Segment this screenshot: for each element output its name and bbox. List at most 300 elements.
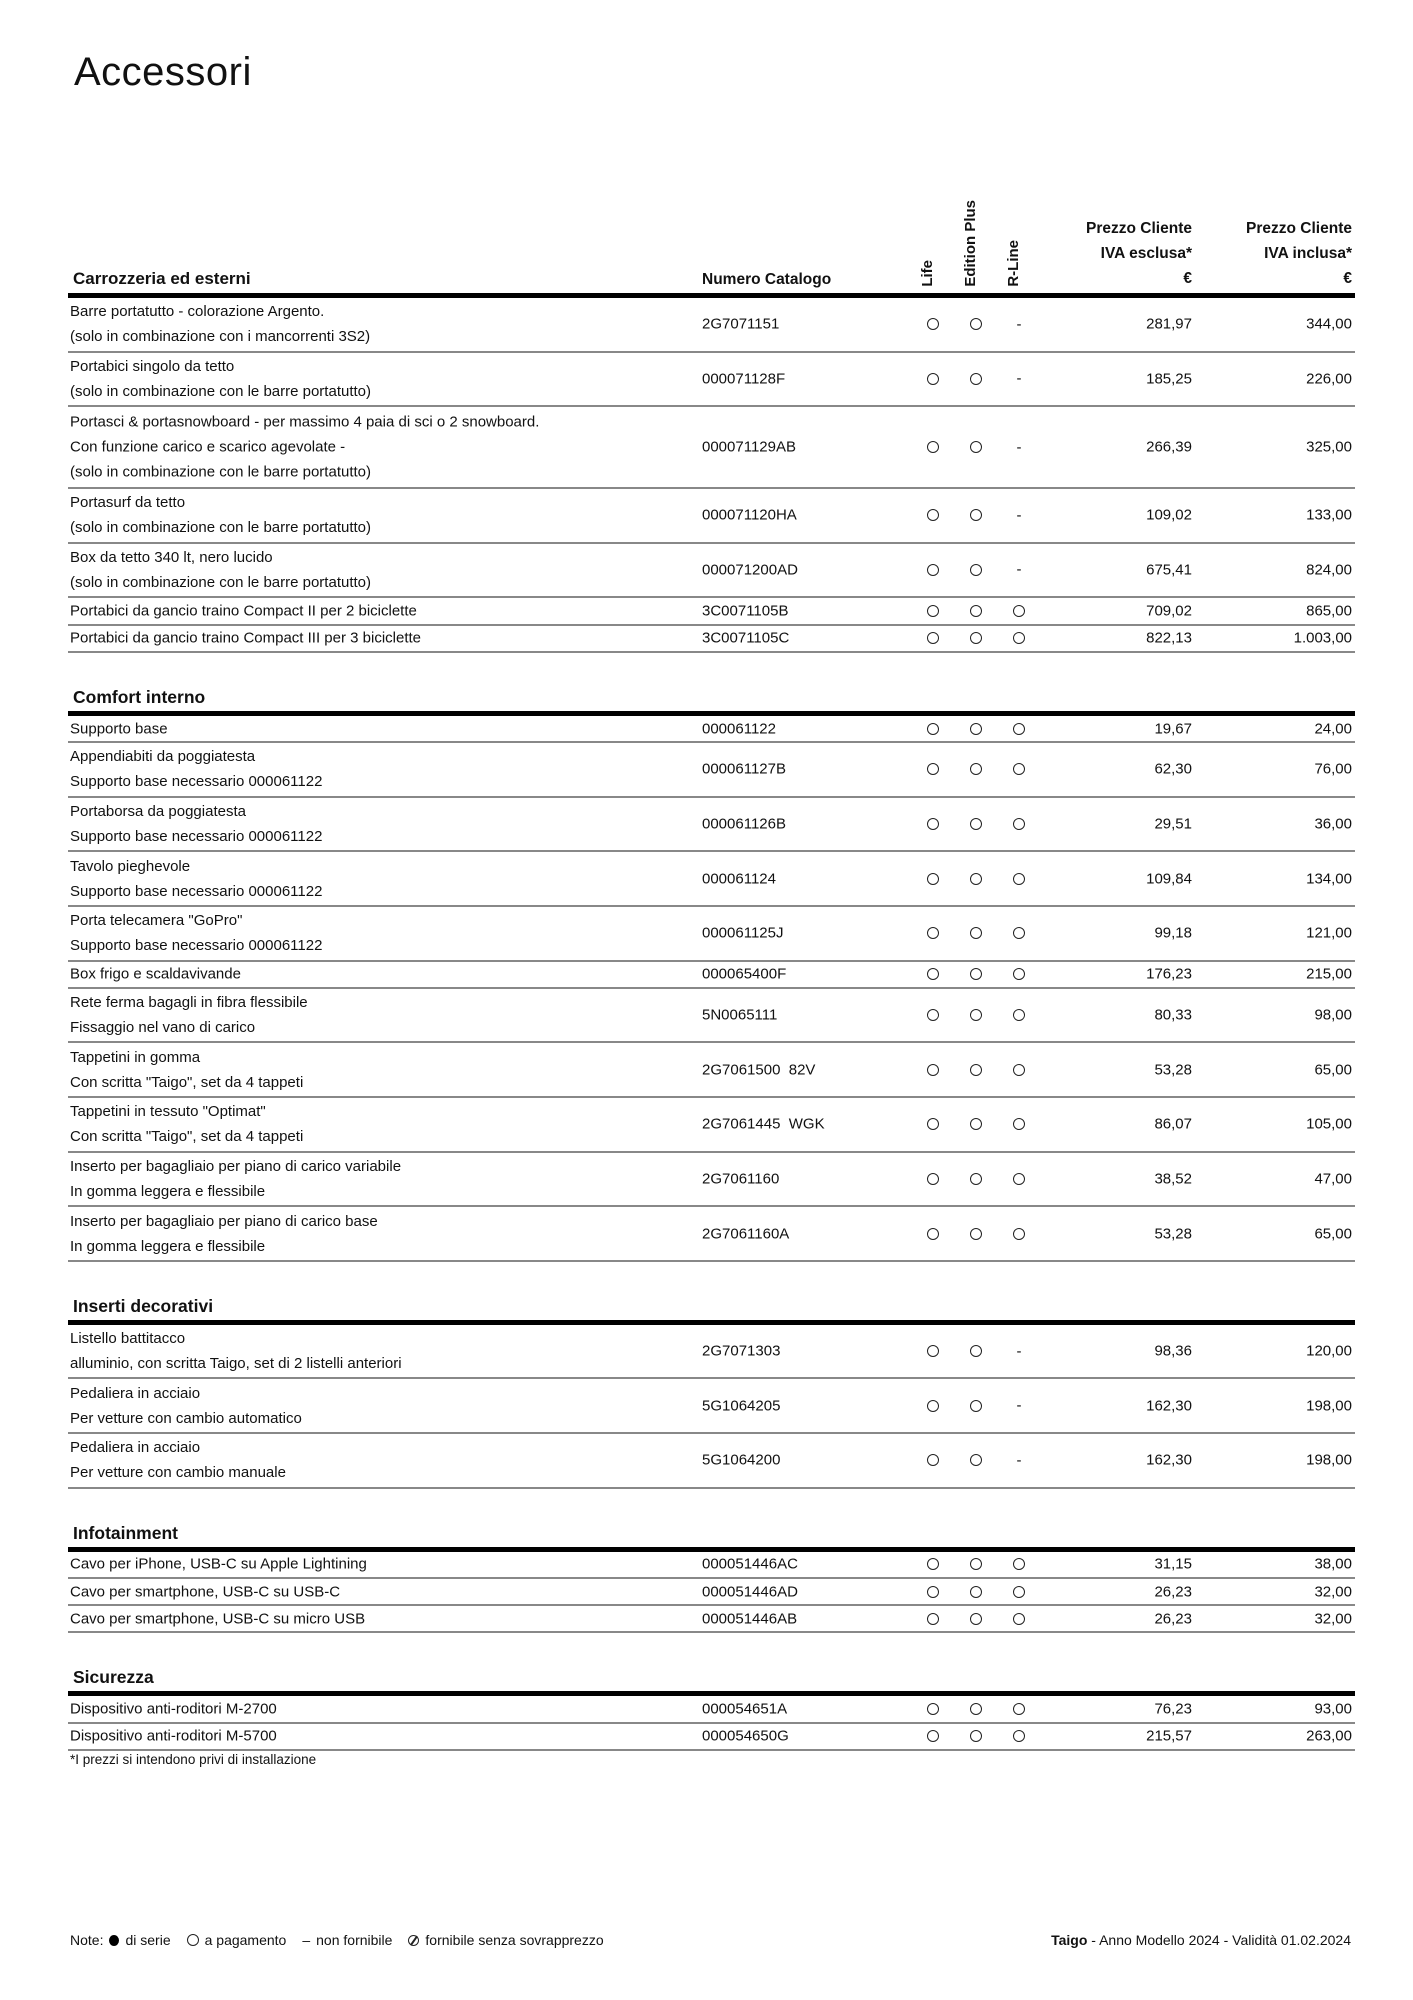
table-row xyxy=(68,489,1355,544)
description-line: Supporto base necessario 000061122 xyxy=(70,773,323,791)
description-line: (solo in combinazione con i mancorrenti 3S2) xyxy=(70,328,371,346)
catalog-number: 000051446AC xyxy=(702,1555,798,1573)
empty-circle-icon xyxy=(927,373,939,385)
description-line: Supporto base xyxy=(70,720,168,737)
ep-availability xyxy=(969,762,983,776)
life-availability xyxy=(926,372,940,386)
table-row xyxy=(68,1379,1355,1434)
ep-availability xyxy=(969,872,983,886)
life-availability xyxy=(926,926,940,940)
column-price-excl xyxy=(1086,216,1192,291)
item-description xyxy=(70,1099,303,1149)
ep-availability xyxy=(969,1172,983,1186)
life-availability xyxy=(926,631,940,645)
price-excl-vat: 26,23 xyxy=(1154,1583,1192,1601)
ep-availability xyxy=(969,1729,983,1743)
ep-availability xyxy=(969,967,983,981)
empty-circle-icon xyxy=(970,632,982,644)
description-line: Box da tetto 340 lt, nero lucido xyxy=(70,548,273,566)
ep-availability xyxy=(969,1063,983,1077)
item-description xyxy=(70,854,322,904)
table-row xyxy=(68,1606,1355,1633)
item-description xyxy=(70,299,370,349)
empty-circle-icon xyxy=(927,1613,939,1625)
item-description xyxy=(70,1552,367,1577)
empty-circle-icon xyxy=(970,1173,982,1185)
price-incl-vat: 198,00 xyxy=(1306,1451,1352,1469)
empty-circle-icon xyxy=(970,1613,982,1625)
description-line: Portabici da gancio traino Compact II per 2 biciclette xyxy=(70,602,417,620)
description-line: Tappetini in tessuto "Optimat" xyxy=(70,1103,266,1121)
empty-circle-icon xyxy=(1013,1586,1025,1598)
legend-label: Note: xyxy=(70,1932,104,1948)
empty-circle-icon xyxy=(927,632,939,644)
rl-availability: - xyxy=(1016,506,1022,524)
description-line: Inserto per bagagliaio per piano di carico base xyxy=(70,1212,378,1230)
catalog-number: 000071129AB xyxy=(702,438,796,456)
price-incl-vat: 198,00 xyxy=(1306,1397,1352,1415)
empty-circle-icon xyxy=(1013,1009,1025,1021)
empty-circle-icon xyxy=(927,1730,939,1742)
legend-na: non fornibile xyxy=(316,1932,393,1948)
rl-availability xyxy=(1012,926,1026,940)
price-excl-vat: 281,97 xyxy=(1146,315,1192,333)
price-excl-vat: 109,84 xyxy=(1146,870,1192,888)
legend-free: fornibile senza sovrapprezzo xyxy=(425,1932,604,1948)
description-line: Supporto base necessario 000061122 xyxy=(70,937,323,955)
ep-availability xyxy=(969,1557,983,1571)
table-row xyxy=(68,1434,1355,1489)
item-description xyxy=(70,1435,286,1485)
accessories-table xyxy=(68,190,1355,1751)
empty-circle-icon xyxy=(1013,1173,1025,1185)
empty-circle-icon xyxy=(970,927,982,939)
description-line: Con scritta "Taigo", set da 4 tappeti xyxy=(70,1073,304,1091)
footnote: *I prezzi si intendono privi di installazione xyxy=(70,1752,317,1767)
empty-circle-icon xyxy=(927,1586,939,1598)
price-excl-vat: 99,18 xyxy=(1154,924,1192,942)
price-incl-vat: 865,00 xyxy=(1306,602,1352,620)
catalog-number: 000061126B xyxy=(702,815,786,833)
legend-paid: a pagamento xyxy=(204,1932,287,1948)
rl-availability xyxy=(1012,1557,1026,1571)
item-description xyxy=(70,744,322,794)
table-row xyxy=(68,1153,1355,1208)
rl-availability xyxy=(1012,1729,1026,1743)
table-row xyxy=(68,1325,1355,1380)
price-incl-vat: 32,00 xyxy=(1314,1610,1352,1628)
legend xyxy=(70,1932,604,1948)
price-excl-vat: 709,02 xyxy=(1146,602,1192,620)
catalog-number: 2G7061445 WGK xyxy=(702,1115,825,1133)
empty-circle-icon xyxy=(970,564,982,576)
description-line: Pedaliera in acciaio xyxy=(70,1384,201,1402)
ep-availability xyxy=(969,1117,983,1131)
rl-availability: - xyxy=(1016,1451,1022,1469)
column-price-incl-line: € xyxy=(1343,270,1352,287)
item-description xyxy=(70,908,322,958)
catalog-number: 000061124 xyxy=(702,870,776,888)
empty-circle-icon xyxy=(1013,1064,1025,1076)
column-price-excl-line: Prezzo Cliente xyxy=(1086,220,1192,237)
rl-availability xyxy=(1012,1117,1026,1131)
empty-circle-icon xyxy=(1013,968,1025,980)
price-incl-vat: 93,00 xyxy=(1314,1700,1352,1718)
section-title: Carrozzeria ed esterni xyxy=(73,269,251,288)
empty-circle-icon xyxy=(1013,873,1025,885)
section-header xyxy=(68,1665,1355,1696)
empty-circle-icon xyxy=(970,873,982,885)
legend-standard: di serie xyxy=(125,1932,171,1948)
price-incl-vat: 1.003,00 xyxy=(1293,629,1352,647)
price-excl-vat: 62,30 xyxy=(1154,760,1192,778)
catalog-number: 2G7061160A xyxy=(702,1225,790,1242)
catalog-number: 000061125J xyxy=(702,924,784,942)
ep-availability xyxy=(969,1585,983,1599)
empty-circle-icon xyxy=(970,723,982,735)
empty-circle-icon xyxy=(927,564,939,576)
empty-circle-icon xyxy=(927,1009,939,1021)
ep-availability xyxy=(969,1227,983,1241)
description-line: alluminio, con scritta Taigo, set di 2 listelli anteriori xyxy=(70,1355,402,1373)
table-row xyxy=(68,907,1355,962)
description-line: Con scritta "Taigo", set da 4 tappeti xyxy=(70,1128,304,1146)
table-row xyxy=(68,544,1355,599)
table-row xyxy=(68,1207,1355,1262)
price-excl-vat: 675,41 xyxy=(1146,561,1192,579)
empty-circle-icon xyxy=(970,818,982,830)
table-row xyxy=(68,1098,1355,1153)
empty-circle-icon xyxy=(970,605,982,617)
price-excl-vat: 98,36 xyxy=(1154,1342,1192,1360)
price-incl-vat: 120,00 xyxy=(1306,1342,1352,1360)
description-line: Fissaggio nel vano di carico xyxy=(70,1019,256,1037)
description-line: Portabici singolo da tetto xyxy=(70,357,235,375)
empty-circle-icon xyxy=(970,1118,982,1130)
item-description xyxy=(70,799,322,849)
item-description xyxy=(70,1326,402,1376)
empty-circle-icon xyxy=(927,318,939,330)
life-availability xyxy=(926,872,940,886)
item-description xyxy=(70,1579,340,1604)
item-description xyxy=(70,626,421,651)
empty-circle-icon xyxy=(970,1228,982,1240)
empty-circle-icon xyxy=(1013,1730,1025,1742)
price-incl-vat: 65,00 xyxy=(1314,1061,1352,1079)
life-availability xyxy=(926,1612,940,1626)
ep-availability xyxy=(969,508,983,522)
column-price-incl xyxy=(1246,216,1352,291)
section-header xyxy=(68,685,1355,716)
life-availability xyxy=(926,1729,940,1743)
table-row xyxy=(68,798,1355,853)
description-line: Dispositivo anti-roditori M-2700 xyxy=(70,1700,277,1718)
description-line: Dispositivo anti-roditori M-5700 xyxy=(70,1727,277,1745)
dash-icon: – xyxy=(302,1932,311,1948)
description-line: Portasurf da tetto xyxy=(70,494,186,512)
price-excl-vat: 185,25 xyxy=(1146,370,1192,388)
table-row xyxy=(68,298,1355,353)
empty-circle-icon xyxy=(927,1228,939,1240)
description-line: Rete ferma bagagli in fibra flessibile xyxy=(70,994,308,1012)
catalog-number: 000071200AD xyxy=(702,561,798,579)
price-incl-vat: 134,00 xyxy=(1306,870,1352,888)
validity-info xyxy=(1051,1932,1351,1948)
ep-availability xyxy=(969,1453,983,1467)
section-title: Inserti decorativi xyxy=(73,1295,214,1316)
life-availability xyxy=(926,1585,940,1599)
rl-availability: - xyxy=(1016,315,1022,333)
empty-circle-icon xyxy=(1013,632,1025,644)
table-row xyxy=(68,743,1355,798)
description-line: Per vetture con cambio automatico xyxy=(70,1409,302,1427)
price-incl-vat: 36,00 xyxy=(1314,815,1352,833)
catalog-number: 5N0065111 xyxy=(702,1006,778,1024)
table-row xyxy=(68,989,1355,1044)
empty-circle-icon xyxy=(927,509,939,521)
empty-circle-icon xyxy=(970,318,982,330)
rl-availability: - xyxy=(1016,438,1022,456)
life-availability xyxy=(926,563,940,577)
rl-availability xyxy=(1012,604,1026,618)
empty-circle-icon xyxy=(970,1586,982,1598)
empty-circle-icon xyxy=(1013,1118,1025,1130)
slashed-circle-icon xyxy=(408,1935,419,1946)
catalog-number: 3C0071105C xyxy=(702,629,790,647)
rl-availability: - xyxy=(1016,561,1022,579)
price-excl-vat: 109,02 xyxy=(1146,506,1192,524)
description-line: Tappetini in gomma xyxy=(70,1048,201,1066)
column-life: Life xyxy=(919,260,936,287)
empty-circle-icon xyxy=(927,723,939,735)
empty-circle-icon xyxy=(187,1934,199,1946)
description-line: Inserto per bagagliaio per piano di carico variabile xyxy=(70,1157,402,1175)
price-excl-vat: 215,57 xyxy=(1146,1727,1192,1745)
column-price-incl-line: Prezzo Cliente xyxy=(1246,220,1352,237)
price-excl-vat: 76,23 xyxy=(1154,1700,1192,1718)
price-excl-vat: 29,51 xyxy=(1154,815,1192,833)
price-incl-vat: 121,00 xyxy=(1306,924,1352,942)
description-line: Supporto base necessario 000061122 xyxy=(70,882,323,900)
price-incl-vat: 133,00 xyxy=(1306,506,1352,524)
price-excl-vat: 19,67 xyxy=(1154,720,1192,737)
rl-availability xyxy=(1012,872,1026,886)
ep-availability xyxy=(969,1702,983,1716)
description-line: Supporto base necessario 000061122 xyxy=(70,828,323,846)
catalog-number: 000051446AB xyxy=(702,1610,798,1628)
empty-circle-icon xyxy=(927,1400,939,1412)
empty-circle-icon xyxy=(970,763,982,775)
validity-text: - Anno Modello 2024 - Validità 01.02.2024 xyxy=(1087,1932,1351,1948)
empty-circle-icon xyxy=(927,1703,939,1715)
filled-circle-icon xyxy=(109,1935,119,1946)
price-incl-vat: 98,00 xyxy=(1314,1006,1352,1024)
ep-availability xyxy=(969,440,983,454)
item-description xyxy=(70,962,241,987)
ep-availability xyxy=(969,1344,983,1358)
price-incl-vat: 38,00 xyxy=(1314,1555,1352,1573)
model-name: Taigo xyxy=(1051,1932,1088,1948)
section-header xyxy=(68,1294,1355,1325)
life-availability xyxy=(926,1063,940,1077)
empty-circle-icon xyxy=(927,927,939,939)
item-description xyxy=(70,1606,365,1631)
catalog-number: 000071128F xyxy=(702,370,786,388)
item-description xyxy=(70,990,308,1040)
life-availability xyxy=(926,1399,940,1413)
empty-circle-icon xyxy=(1013,763,1025,775)
ep-availability xyxy=(969,604,983,618)
life-availability xyxy=(926,1557,940,1571)
catalog-number: 000051446AD xyxy=(702,1583,798,1601)
table-row xyxy=(68,852,1355,907)
rl-availability xyxy=(1012,1585,1026,1599)
rl-availability xyxy=(1012,1172,1026,1186)
catalog-number: 000065400F xyxy=(702,965,787,983)
catalog-number: 2G7061160 xyxy=(702,1170,780,1188)
empty-circle-icon xyxy=(1013,723,1025,735)
life-availability xyxy=(926,317,940,331)
column-catalog: Numero Catalogo xyxy=(702,271,832,288)
rl-availability xyxy=(1012,762,1026,776)
life-availability xyxy=(926,1702,940,1716)
rl-availability xyxy=(1012,1063,1026,1077)
empty-circle-icon xyxy=(1013,1613,1025,1625)
price-excl-vat: 176,23 xyxy=(1146,965,1192,983)
ep-availability xyxy=(969,317,983,331)
empty-circle-icon xyxy=(970,373,982,385)
table-row xyxy=(68,962,1355,989)
empty-circle-icon xyxy=(970,1009,982,1021)
empty-circle-icon xyxy=(927,968,939,980)
price-incl-vat: 325,00 xyxy=(1306,438,1352,456)
table-row xyxy=(68,716,1355,743)
empty-circle-icon xyxy=(970,1454,982,1466)
ep-availability xyxy=(969,817,983,831)
life-availability xyxy=(926,1453,940,1467)
price-incl-vat: 76,00 xyxy=(1314,760,1352,778)
section-header xyxy=(68,1521,1355,1552)
catalog-number: 2G7071151 xyxy=(702,315,780,333)
description-line: Portabici da gancio traino Compact III per 3 biciclette xyxy=(70,629,422,647)
rl-availability xyxy=(1012,1227,1026,1241)
item-description xyxy=(70,1697,277,1722)
life-availability xyxy=(926,722,940,736)
description-line: Listello battitacco xyxy=(70,1330,186,1348)
empty-circle-icon xyxy=(927,441,939,453)
empty-circle-icon xyxy=(927,873,939,885)
section-title: Infotainment xyxy=(73,1522,178,1543)
column-rline: R-Line xyxy=(1005,240,1022,287)
description-line: Portaborsa da poggiatesta xyxy=(70,803,246,821)
catalog-number: 2G7061500 82V xyxy=(702,1061,816,1079)
empty-circle-icon xyxy=(970,1064,982,1076)
description-line: Box frigo e scaldavivande xyxy=(70,965,241,983)
rl-availability: - xyxy=(1016,370,1022,388)
ep-availability xyxy=(969,722,983,736)
price-excl-vat: 162,30 xyxy=(1146,1451,1192,1469)
empty-circle-icon xyxy=(970,1558,982,1570)
catalog-number: 000061127B xyxy=(702,760,786,778)
table-row xyxy=(68,1724,1355,1751)
description-line: Barre portatutto - colorazione Argento. xyxy=(70,303,325,321)
table-row xyxy=(68,353,1355,408)
price-incl-vat: 32,00 xyxy=(1314,1583,1352,1601)
catalog-number: 5G1064200 xyxy=(702,1451,781,1469)
ep-availability xyxy=(969,1612,983,1626)
item-description xyxy=(70,1381,302,1431)
price-excl-vat: 31,15 xyxy=(1154,1555,1192,1573)
empty-circle-icon xyxy=(970,441,982,453)
empty-circle-icon xyxy=(1013,1228,1025,1240)
life-availability xyxy=(926,817,940,831)
life-availability xyxy=(926,967,940,981)
table-row xyxy=(68,1043,1355,1098)
description-line: (solo in combinazione con le barre portatutto) xyxy=(70,382,371,400)
price-excl-vat: 162,30 xyxy=(1146,1397,1192,1415)
empty-circle-icon xyxy=(927,1345,939,1357)
empty-circle-icon xyxy=(1013,927,1025,939)
rl-availability xyxy=(1012,967,1026,981)
empty-circle-icon xyxy=(927,605,939,617)
life-availability xyxy=(926,1344,940,1358)
catalog-number: 3C0071105B xyxy=(702,602,789,620)
price-incl-vat: 226,00 xyxy=(1306,370,1352,388)
page-title: Accessori xyxy=(74,50,252,94)
rl-availability xyxy=(1012,722,1026,736)
price-excl-vat: 86,07 xyxy=(1154,1115,1192,1133)
price-incl-vat: 105,00 xyxy=(1306,1115,1352,1133)
ep-availability xyxy=(969,372,983,386)
item-description xyxy=(70,1209,378,1259)
ep-availability xyxy=(969,1008,983,1022)
catalog-number: 000061122 xyxy=(702,720,776,737)
item-description xyxy=(70,410,539,485)
price-excl-vat: 80,33 xyxy=(1154,1006,1192,1024)
rl-availability: - xyxy=(1016,1342,1022,1360)
rl-availability xyxy=(1012,1702,1026,1716)
empty-circle-icon xyxy=(927,1118,939,1130)
table-row xyxy=(68,1552,1355,1579)
price-excl-vat: 266,39 xyxy=(1146,438,1192,456)
column-price-excl-line: IVA esclusa* xyxy=(1100,245,1192,262)
item-description xyxy=(70,1045,303,1095)
ep-availability xyxy=(969,926,983,940)
catalog-number: 000054650G xyxy=(702,1727,789,1745)
empty-circle-icon xyxy=(1013,818,1025,830)
item-description xyxy=(70,545,371,595)
price-excl-vat: 53,28 xyxy=(1154,1061,1192,1079)
life-availability xyxy=(926,1172,940,1186)
empty-circle-icon xyxy=(1013,605,1025,617)
empty-circle-icon xyxy=(970,1703,982,1715)
column-price-excl-line: € xyxy=(1183,270,1192,287)
price-incl-vat: 344,00 xyxy=(1306,315,1352,333)
life-availability xyxy=(926,440,940,454)
item-description xyxy=(70,598,417,623)
life-availability xyxy=(926,762,940,776)
price-excl-vat: 822,13 xyxy=(1146,629,1192,647)
empty-circle-icon xyxy=(1013,1558,1025,1570)
empty-circle-icon xyxy=(927,1173,939,1185)
empty-circle-icon xyxy=(927,1064,939,1076)
life-availability xyxy=(926,1117,940,1131)
table-row xyxy=(68,407,1355,489)
price-incl-vat: 263,00 xyxy=(1306,1727,1352,1745)
price-incl-vat: 824,00 xyxy=(1306,561,1352,579)
catalog-number: 000054651A xyxy=(702,1700,788,1718)
item-description xyxy=(70,354,371,404)
